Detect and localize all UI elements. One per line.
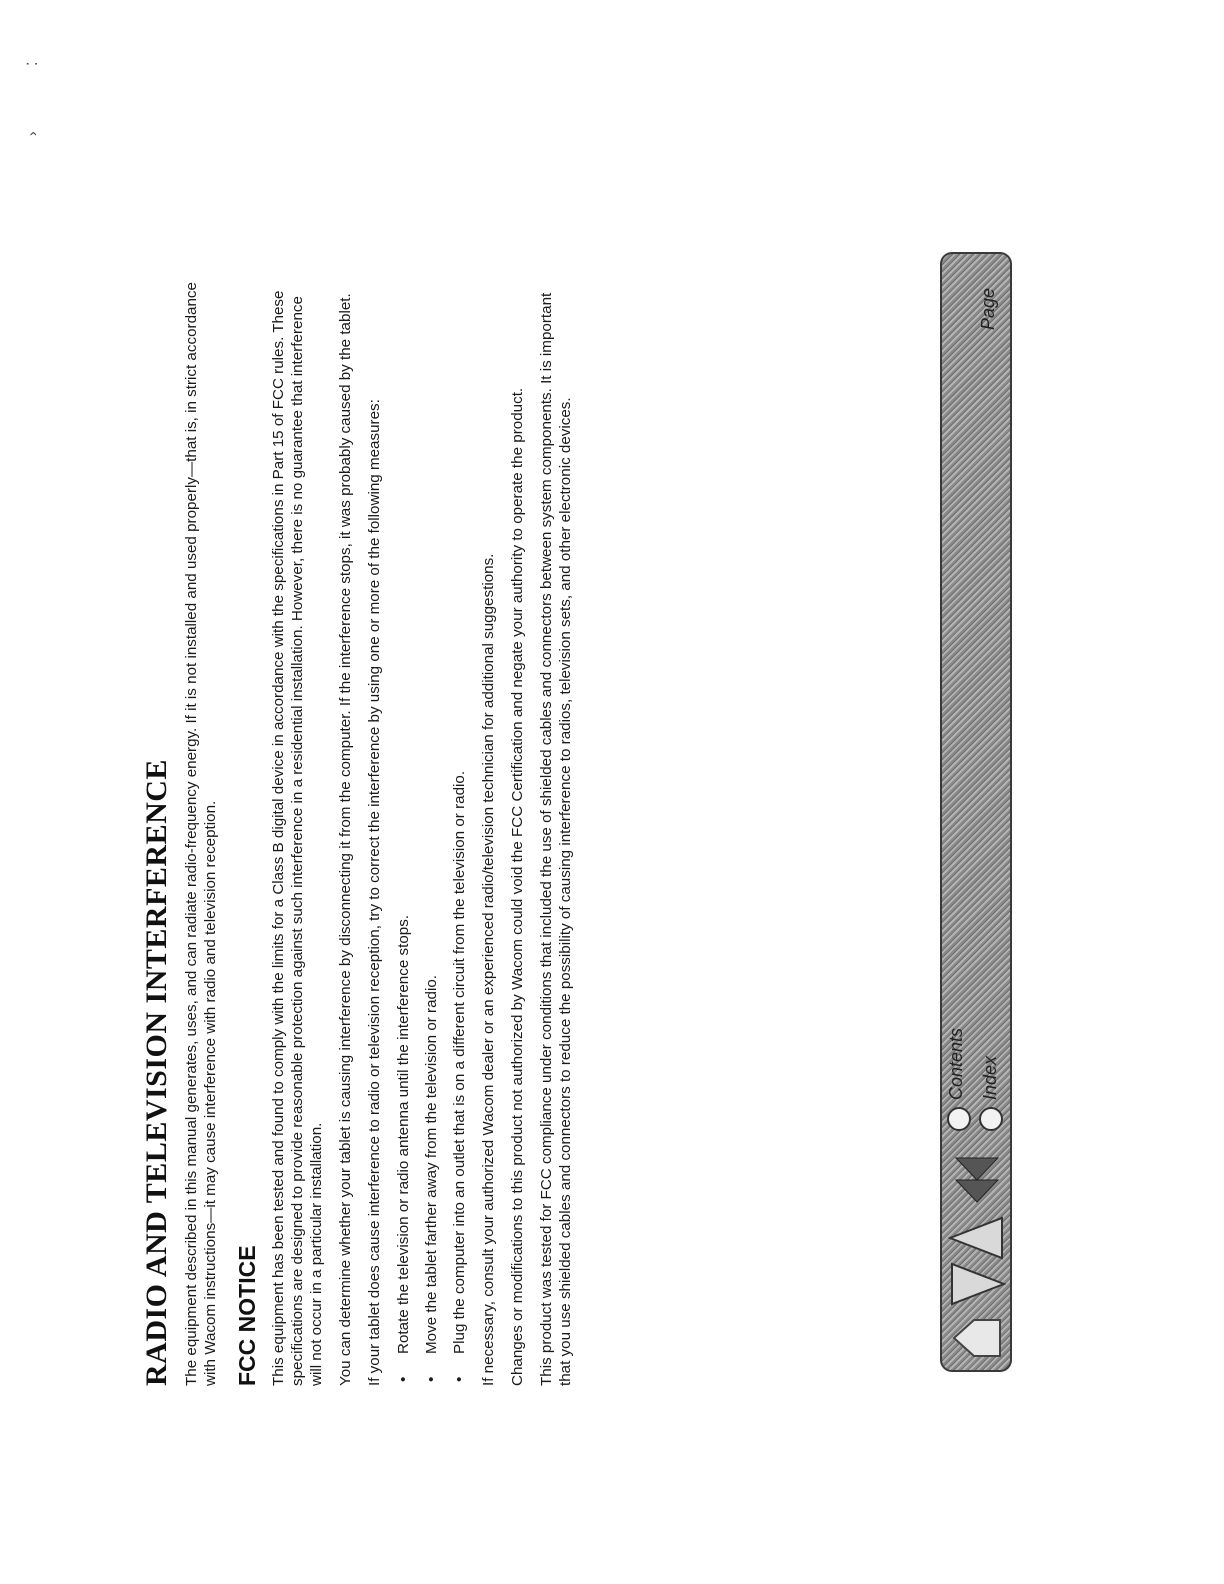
measures-list xyxy=(394,276,469,1386)
navigation-bar xyxy=(940,252,1012,1372)
paragraph: If your tablet does cause interference to radio or television reception, try to correct the interference by using one or more of the following measures: xyxy=(366,399,383,1386)
page-up-button[interactable] xyxy=(948,1216,1011,1260)
fcc-heading: FCC NOTICE xyxy=(234,1245,260,1386)
index-label[interactable]: Index xyxy=(980,1055,1000,1100)
scan-mark: ⁚ xyxy=(24,61,40,66)
paragraph: Changes or modifications to this product not authorized by Wacom could void the FCC Certification and negate your authority to operate the product. xyxy=(509,387,526,1386)
index-dot-icon xyxy=(978,1106,1004,1132)
paragraph: This equipment has been tested and found to comply with the limits for a Class B digital device in accordance with the specifications in Part 15 of FCC rules. These specifications are designed to provide reasonable protection against such interference in a residential installation. However, there is no guarantee that interference will not occur in a particular installation. xyxy=(270,290,325,1386)
scan-mark: › xyxy=(24,131,40,136)
page-down-button[interactable] xyxy=(948,1262,1011,1306)
home-button[interactable] xyxy=(950,1316,1009,1360)
document-body xyxy=(140,276,585,1386)
paragraph: If necessary, consult your authorized Wacom dealer or an experienced radio/television technician for additional suggestions. xyxy=(480,553,497,1386)
list-item: • Move the tablet farther away from the television or radio. xyxy=(422,276,441,1386)
previous-view-button[interactable] xyxy=(952,1154,1007,1204)
contents-label[interactable]: Contents xyxy=(946,1027,966,1100)
page-title: RADIO AND TELEVISION INTERFERENCE xyxy=(140,759,173,1386)
list-item: • Rotate the television or radio antenna until the interference stops. xyxy=(394,276,413,1386)
contents-button[interactable] xyxy=(946,1106,977,1132)
contents-dot-icon xyxy=(946,1106,972,1132)
page-label: Page xyxy=(978,287,998,330)
list-item: • Plug the computer into an outlet that is on a different circuit from the television or radio. xyxy=(450,276,469,1386)
paragraph: This product was tested for FCC compliance under conditions that included the use of shielded cables and connectors between system components. It is important that you use shielded cables and connectors to reduce the possibility of causing interference to radios, television sets, and other electronic devices. xyxy=(538,292,574,1386)
previous-view-icon xyxy=(952,1154,1002,1204)
intro-paragraph: The equipment described in this manual generates, uses, and can radiate radio-frequency energy. If it is not installed and used properly—that is, in strict accordance with Wacom instructions—it may cause interference with radio and television reception. xyxy=(183,282,219,1386)
index-button[interactable] xyxy=(978,1106,1009,1132)
page-down-icon xyxy=(948,1262,1006,1306)
home-icon xyxy=(950,1316,1004,1360)
page-up-icon xyxy=(948,1216,1006,1260)
paragraph: You can determine whether your tablet is causing interference by disconnecting it from the computer. If the interference stops, it was probably caused by the tablet. xyxy=(337,293,354,1386)
